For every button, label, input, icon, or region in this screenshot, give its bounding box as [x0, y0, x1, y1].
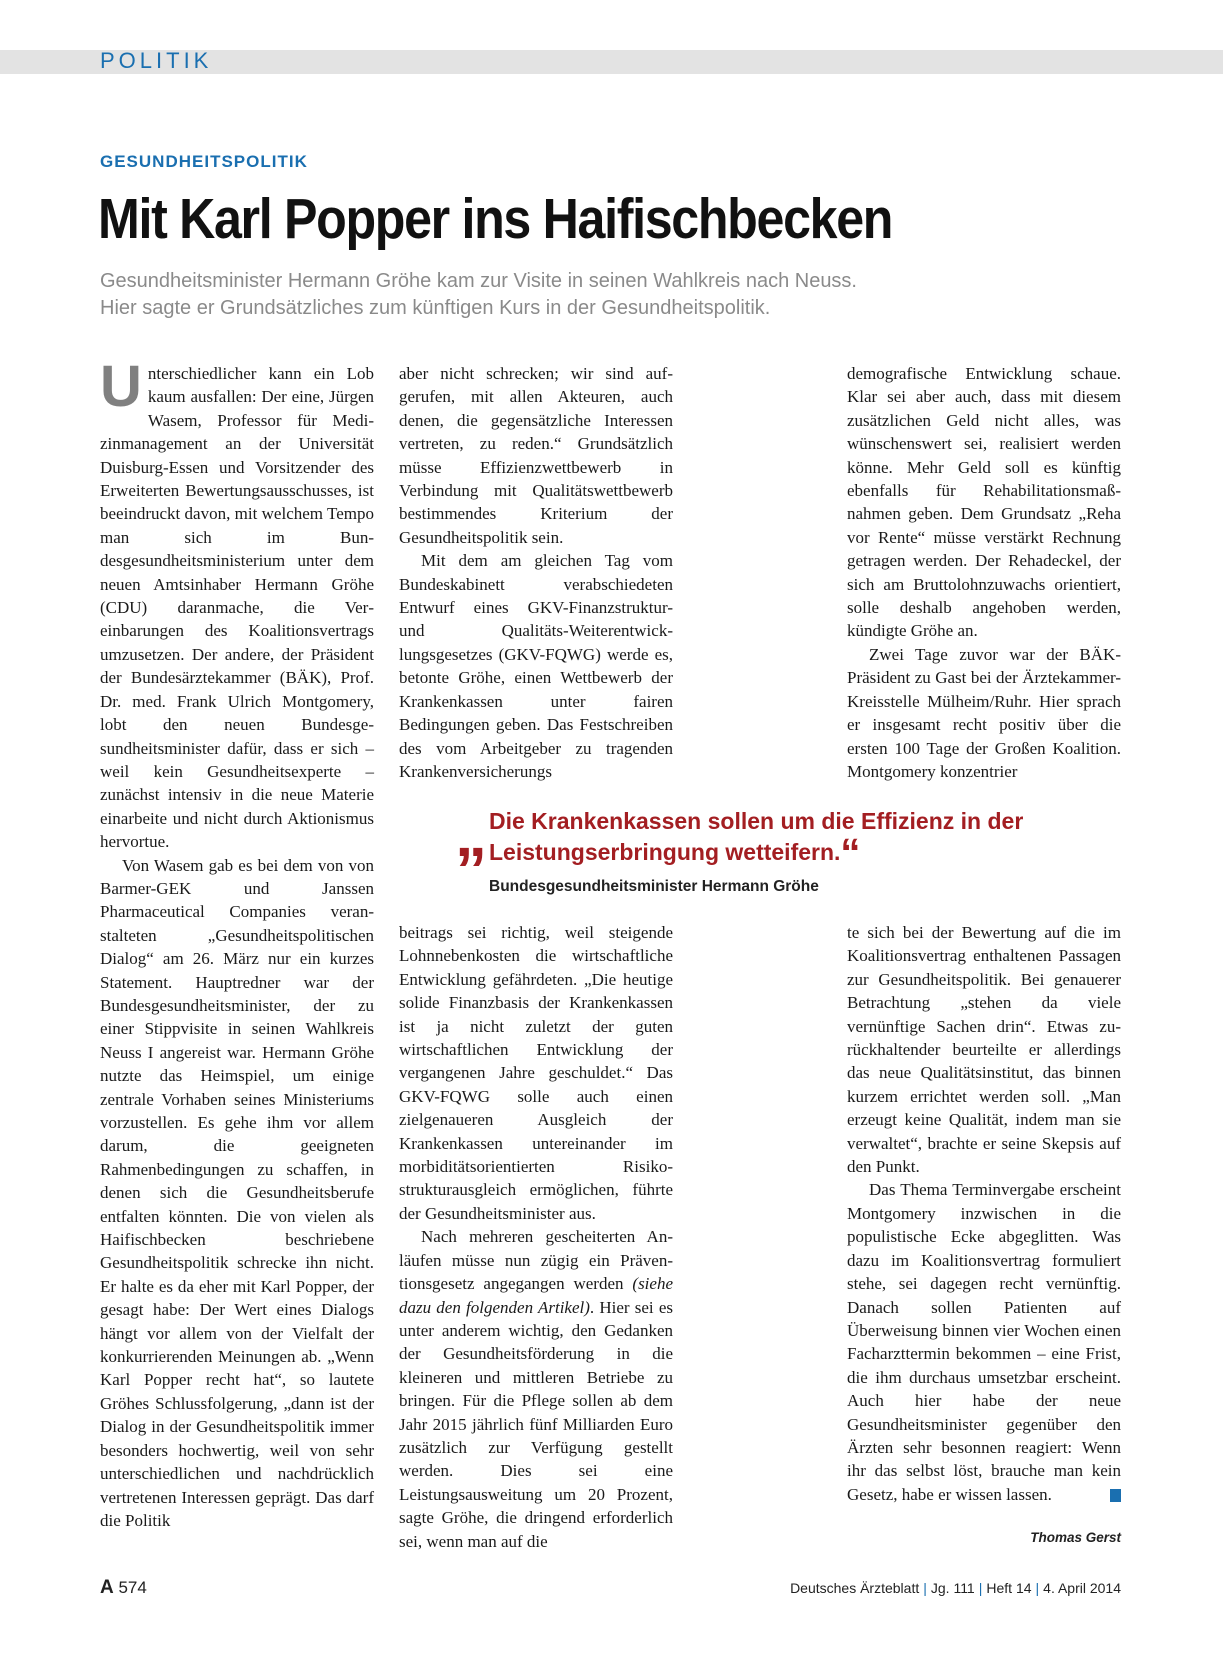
article-kicker: GESUNDHEITSPOLITIK: [100, 152, 308, 171]
pull-quote-text: [489, 806, 1024, 875]
pull-quote-attribution: Bundesgesundheitsminister Hermann Gröhe: [489, 878, 819, 895]
article-author: Thomas Gerst: [1030, 1530, 1121, 1545]
column-2-bottom: [399, 921, 673, 1553]
section-label: POLITIK: [100, 48, 213, 73]
paragraph: beitrags sei richtig, weil steigende Lohnnebenkosten die wirtschaftliche Entwicklung gefährdeten. „Die heutige solide Finanzbasis der Krankenkassen ist ja nicht zuletzt der guten wirtschaftlichen Entwicklung der vergangenen Jahre geschuldet.“ Das GKV-FQWG solle auch einen zielgenaueren Ausgleich der Krankenkassen untereinander im morbiditätsorientierten Risikostrukturausgleich ermöglichen, führte der Gesundheitsminister aus.: [399, 923, 673, 1223]
paragraph: [100, 354, 374, 854]
journal-issue: Heft 14: [986, 1580, 1032, 1596]
column-2-top: [399, 362, 673, 783]
paragraph: Mit dem am gleichen Tag vom Bundeskabinett verabschiedeten Entwurf eines GKV-Finanzstruktur- und Qualitäts-Weiterentwicklungsgesetzes (GKV-FQWG) werde es, betonte Gröhe, einen Wettbewerb der Krankenkassen unter fairen Bedingungen geben. Das Festschreiben des vom Arbeitgeber zu tragenden Krankenversicherungs: [399, 551, 673, 781]
journal-footer: [700, 1580, 1121, 1596]
end-of-article-square-icon: [1110, 1489, 1121, 1502]
page-number: A 574: [100, 1577, 147, 1598]
article-subtitle: [100, 268, 1130, 322]
footer-separator: |: [923, 1580, 927, 1596]
paragraph-text: nterschiedlicher kann ein Lob kaum ausfallen: Der eine, Jürgen Wasem, Professor für Medizinmanagement an der Universität Duisburg-Essen und Vorsitzender des Erweiterten Bewertungsausschusses, ist beeindruckt davon, mit welchem Tempo man sich im Bundesgesundheitsministerium unter dem neuen Amtsinhaber Hermann Gröhe (CDU) daranmache, die Vereinbarungen des Koalitionsvertrags umzusetzen. Der andere, der Präsident der Bundesärztekammer (BÄK), Prof. Dr. med. Frank Ulrich Montgomery, lobt den neuen Bundesgesundheitsminister dafür, dass er sich – weil kein Gesundheitsexperte – zunächst intensiv in die neue Materie einarbeite und nicht durch Aktionismus hervortue.: [100, 364, 374, 852]
subtitle-line-1: Gesundheitsminister Hermann Gröhe kam zur Visite in seinen Wahlkreis nach Neuss.: [100, 270, 857, 292]
journal-date: 4. April 2014: [1043, 1580, 1121, 1596]
quote-close-mark: “: [840, 831, 861, 875]
journal-volume: Jg. 111: [930, 1580, 975, 1596]
pull-quote-line-2: Leistungserbringung wetteifern.“: [489, 831, 861, 875]
column-3-bottom: [847, 921, 1121, 1506]
paragraph: aber nicht schrecken; wir sind aufgerufen, mit allen Akteuren, auch denen, die gegensätzliche Interessen vertreten, zu reden.“ Grundsätzlich müsse Effizienzwettbewerb in Verbindung mit Qualitätswettbewerb bestimmendes Kriterium der Gesundheitspolitik sein.: [399, 364, 673, 547]
footer-separator: |: [1035, 1580, 1040, 1596]
paragraph: demografische Entwicklung schaue. Klar sei aber auch, dass mit diesem zusätzlichen Geld nicht alles, was wünschenswert sei, realisiert werden könne. Mehr Geld soll es künftig ebenfalls für Rehabilitationsmaßnahmen geben. Dem Grundsatz „Reha vor Rente“ müsse verstärkt Rechnung getragen werden. Der Rehadeckel, der sich am Bruttolohnzuwachs orientiert, solle deshalb angehoben werden, kündigte Gröhe an.: [847, 364, 1121, 641]
cross-reference: (siehe dazu den folgenden Artikel): [399, 1274, 673, 1317]
paragraph: Von Wasem gab es bei dem von von Barmer-GEK und Janssen Pharmaceutical Companies veranstalteten „Gesundheitspolitischen Dialog“ am 26. März nur ein kurzes Statement. Hauptredner war der Bundesgesundheitsminister, der zu einer Stippvisite in seinen Wahlkreis Neuss I angereist war. Hermann Gröhe nutzte das Heimspiel, um einige zentrale Vorhaben seines Ministeriums vorzustellen. Es gehe ihm vor allem darum, die geeigneten Rahmenbedingungen zu schaffen, in denen sich die Gesundheitsberufe entfalten könnten. Die von vielen als Haifischbecken beschriebene Gesundheitspolitik schrecke ihn nicht. Er halte es da eher mit Karl Popper, der gesagt habe: Der Wert eines Dialogs hängt vor allem von der Vielfalt der konkurrierenden Meinungen ab. „Wenn Karl Popper recht hat“, so lautete Gröhes Schlussfolgerung, „dann ist der Dialog in der Gesundheitspolitik immer besonders hochwertig, weil von sehr unterschiedlichen und nachdrücklich vertretenen Interessen geprägt. Das darf die Politik: [100, 855, 374, 1530]
footer-separator: |: [978, 1580, 983, 1596]
paragraph: te sich bei der Bewertung auf die im Koalitionsvertrag enthaltenen Passagen zur Gesundheitspolitik. Bei genauerer Betrachtung „stehen da viele vernünftige Sachen drin“. Etwas zurückhaltender beurteilte er allerdings das neue Qualitätsinstitut, das binnen kurzem errichtet werden soll. „Man erzeugt keine Qualität, indem man sie verwaltet“, brachte er seine Skepsis auf den Punkt.: [847, 923, 1121, 1177]
subtitle-line-2: Hier sagte er Grundsätzliches zum künftigen Kurs in der Gesundheitspolitik.: [100, 297, 771, 319]
pull-quote-line-1: Die Krankenkassen sollen um die Effizienz in der: [489, 808, 1024, 834]
column-1: [100, 354, 374, 1532]
quote-open-mark: „: [455, 798, 487, 870]
paragraph: Das Thema Terminvergabe erscheint Montgomery inzwischen in die populistische Ecke abgeglitten. Was dazu im Koalitionsvertrag formuliert stehe, sei dagegen recht vernünftig. Danach sollen Patienten auf Überweisung binnen vier Wochen einen Facharzttermin bekommen – eine Frist, die ihm durchaus umsetzbar erscheint. Auch hier habe der neue Gesundheitsminister gegenüber den Ärzten sehr besonnen reagiert: Wenn ihr das selbst löst, brauche man kein Gesetz, habe er wissen lassen.: [847, 1180, 1121, 1504]
journal-name: Deutsches Ärzteblatt: [790, 1580, 920, 1596]
drop-cap: U: [100, 354, 142, 419]
paragraph: Nach mehreren gescheiterten Anläufen müsse nun zügig ein Präventionsgesetz angegangen werden (siehe dazu den folgenden Artikel). Hier sei es unter anderem wichtig, den Gedanken der Gesundheitsförderung in die kleineren und mittleren Betriebe zu bringen. Für die Pflege sollen ab dem Jahr 2015 jährlich fünf Milliarden Euro zusätzlich zur Verfügung gestellt werden. Dies sei eine Leistungsausweitung um 20 Prozent, sagte Gröhe, die dringend erforderlich sei, wenn man auf die: [399, 1227, 673, 1551]
paragraph: Zwei Tage zuvor war der BÄK-Präsident zu Gast bei der Ärztekammer-Kreisstelle Mülheim/Ruhr. Hier sprach er insgesamt recht positiv über die ersten 100 Tage der Großen Koalition. Montgomery konzentrier: [847, 644, 1121, 781]
article-title: Mit Karl Popper ins Haifischbecken: [98, 187, 893, 251]
column-3-top: [847, 362, 1121, 783]
